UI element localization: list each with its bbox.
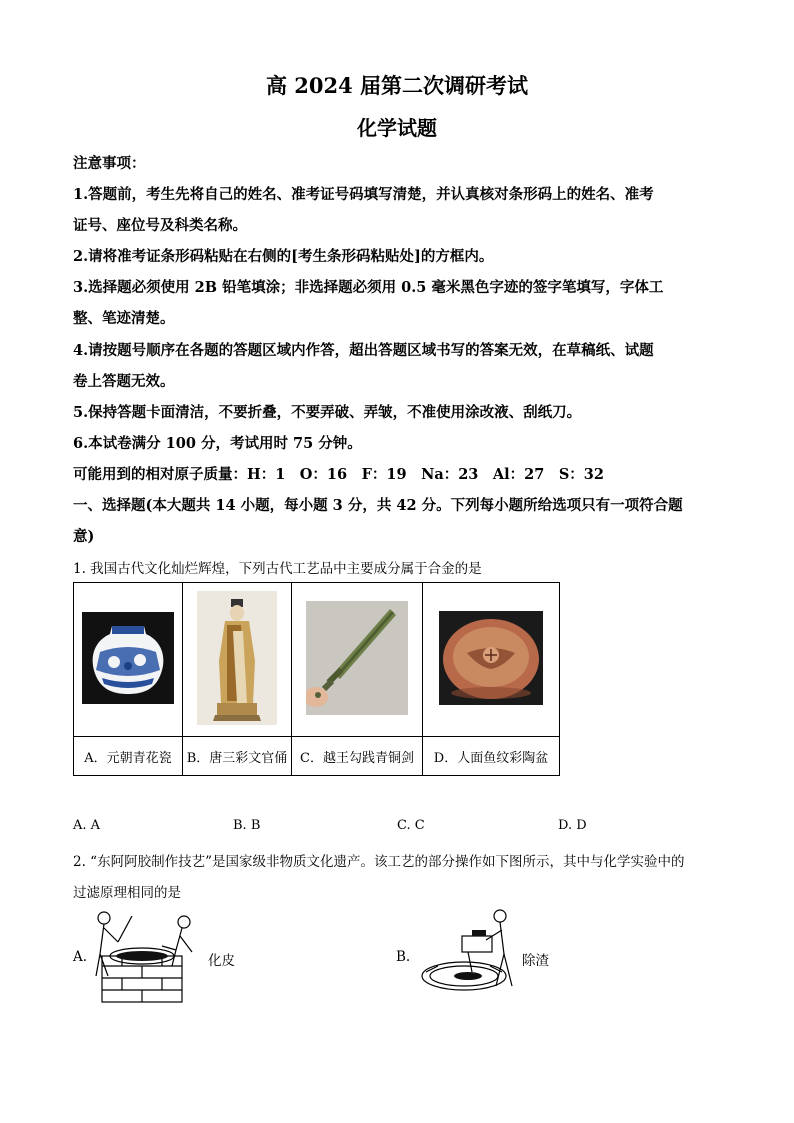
notice-line: 1.答题前，考生先将自己的姓名、准考证号码填写清楚，并认真核对条形码上的姓名、准考 xyxy=(73,186,654,203)
q1-caption-d: D．人面鱼纹彩陶盆 xyxy=(423,737,560,776)
notice-heading: 注意事项： xyxy=(73,155,146,172)
notice-line: 4.请按题号顺序在各题的答题区域内作答，超出答题区域书写的答案无效，在草稿纸、试题 xyxy=(73,342,654,359)
tang-figurine-image xyxy=(197,591,277,725)
q1-cell-b xyxy=(183,583,292,737)
q1-option-d[interactable]: D. D xyxy=(558,818,587,833)
notice-line: 2.请将准考证条形码粘贴在右侧的[考生条形码粘贴处]的方框内。 xyxy=(73,248,494,265)
q1-image-table xyxy=(73,582,560,776)
remove-residue-illustration xyxy=(416,906,520,1006)
notice-line: 证号、座位号及科类名称。 xyxy=(73,217,247,234)
notice-line: 卷上答题无效。 xyxy=(73,373,175,390)
q2-option-b-label: 除渣 xyxy=(522,953,549,969)
atomic-mass-line: 可能用到的相对原子质量：H：1 O：16 F：19 Na：23 Al：27 S：32 xyxy=(73,466,604,483)
q2-option-a-label: 化皮 xyxy=(208,953,235,969)
q1-cell-a xyxy=(74,583,183,737)
q2-option-b-letter[interactable]: B. xyxy=(396,949,411,965)
section-heading-cont: 意) xyxy=(73,528,95,545)
q1-option-a[interactable]: A. A xyxy=(73,818,101,833)
notice-line: 6.本试卷满分 100 分，考试用时 75 分钟。 xyxy=(73,435,362,452)
q1-cell-c xyxy=(292,583,423,737)
q2-option-a-letter[interactable]: A. xyxy=(73,949,88,965)
notice-line: 整、笔迹清楚。 xyxy=(73,310,175,327)
q1-caption-b: B．唐三彩文官俑 xyxy=(183,737,292,776)
q1-caption-a: A．元朝青花瓷 xyxy=(74,737,183,776)
section-heading: 一、选择题(本大题共 14 小题，每小题 3 分，共 42 分。下列每小题所给选项只有一项符合题 xyxy=(73,497,683,514)
melting-hide-illustration xyxy=(92,906,204,1006)
painted-pottery-basin-image xyxy=(439,611,543,705)
q1-option-b[interactable]: B. B xyxy=(233,818,261,833)
exam-subtitle: 化学试题 xyxy=(357,116,437,140)
notice-line: 3.选择题必须使用 2B 铅笔填涂；非选择题必须用 0.5 毫米黑色字迹的签字笔填写，字体工 xyxy=(73,279,664,296)
porcelain-vase-image xyxy=(82,612,174,704)
q1-stem: 1. 我国古代文化灿烂辉煌，下列古代工艺品中主要成分属于合金的是 xyxy=(73,561,482,577)
q2-stem-cont: 过滤原理相同的是 xyxy=(73,885,181,901)
q1-caption-c: C．越王勾践青铜剑 xyxy=(292,737,423,776)
bronze-sword-image xyxy=(306,601,408,715)
q2-stem: 2. “东阿阿胶制作技艺”是国家级非物质文化遗产。该工艺的部分操作如下图所示，其中与化学实验中的 xyxy=(73,854,685,870)
q1-cell-d xyxy=(423,583,560,737)
exam-title: 高 2024 届第二次调研考试 xyxy=(265,73,529,98)
q1-option-c[interactable]: C. C xyxy=(397,818,425,833)
notice-line: 5.保持答题卡面清洁，不要折叠，不要弄破、弄皱，不准使用涂改液、刮纸刀。 xyxy=(73,404,582,421)
